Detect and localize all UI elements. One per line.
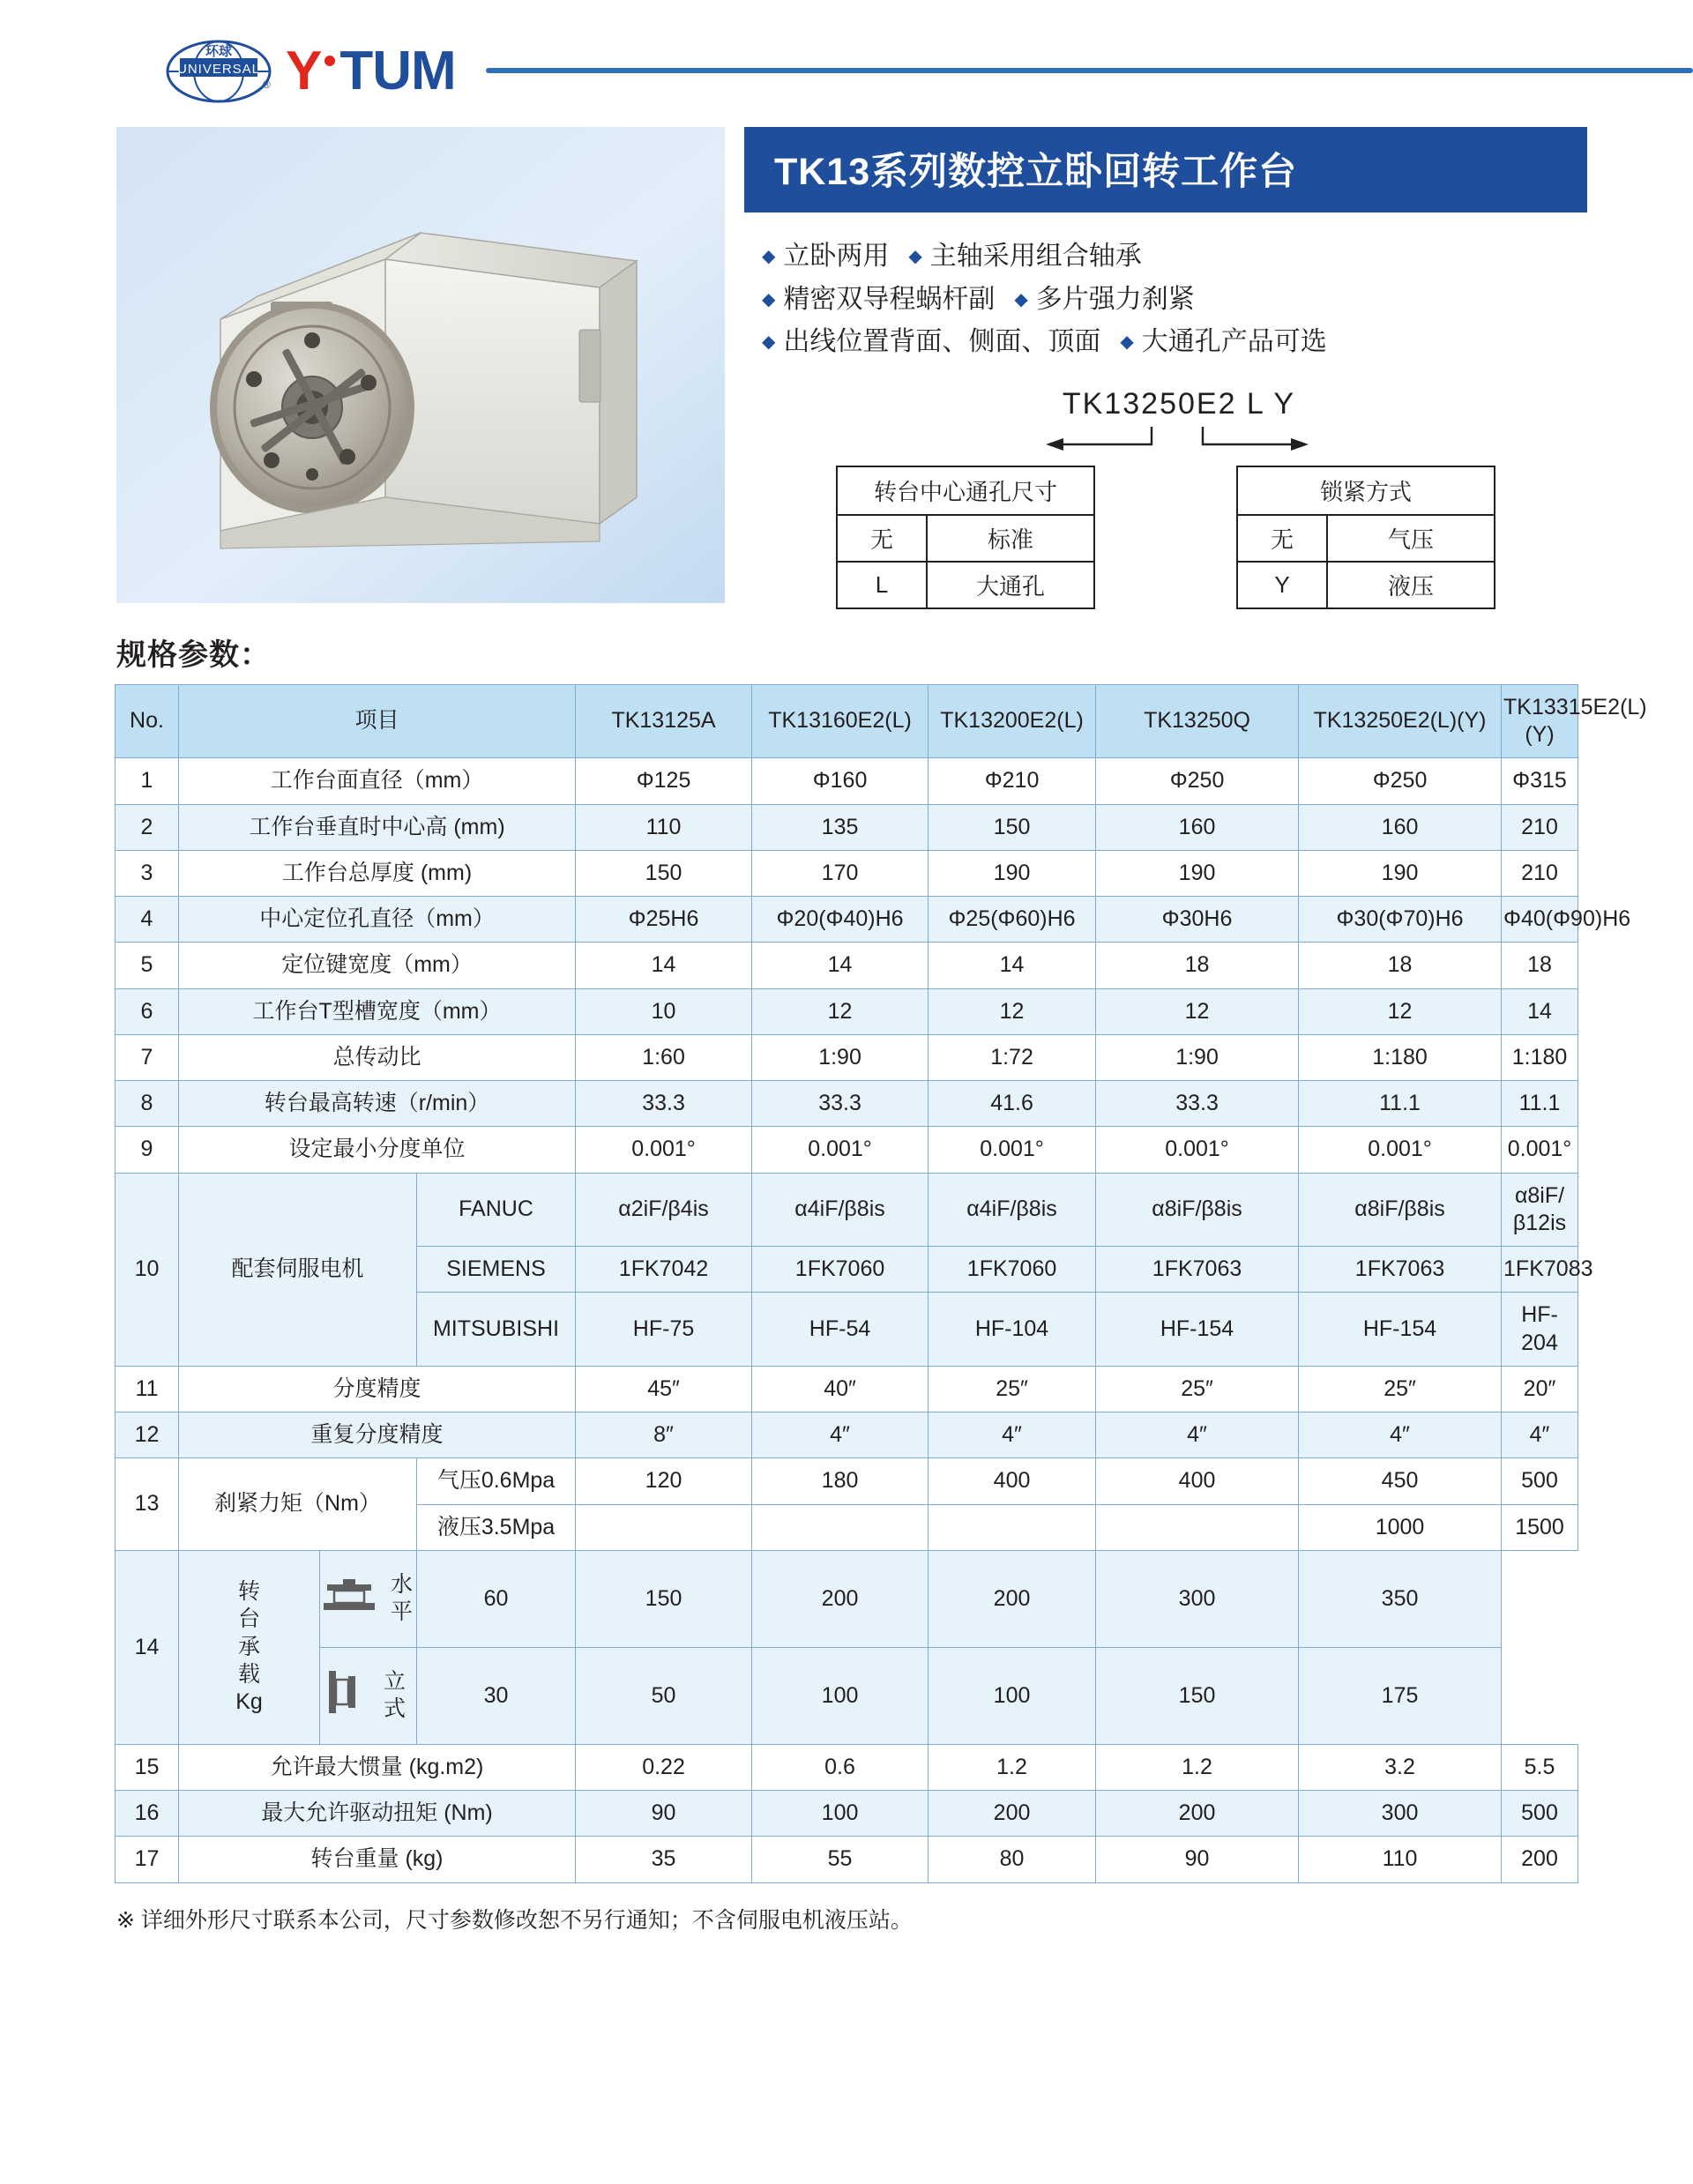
diamond-bullet-icon: ◆ [908, 247, 922, 266]
wordmark-dot [324, 56, 335, 66]
svg-text:®: ® [263, 78, 271, 91]
cell: 0.001° [1502, 1127, 1578, 1173]
row-item: 允许最大惯量 (kg.m2) [179, 1744, 576, 1790]
cell: 12 [752, 988, 929, 1034]
diamond-bullet-icon: ◆ [1120, 332, 1134, 353]
cell: Φ20(Φ40)H6 [752, 897, 929, 943]
cell: 80 [929, 1837, 1096, 1882]
row-no: 4 [116, 897, 179, 943]
cell: 18 [1096, 943, 1299, 988]
feature-text: 精密双导程蜗杆副 [783, 284, 996, 314]
row-item: 设定最小分度单位 [179, 1127, 576, 1173]
row-no: 6 [116, 988, 179, 1034]
cell: 0.001° [1096, 1127, 1299, 1173]
row-no: 15 [116, 1744, 179, 1790]
cell: 190 [929, 850, 1096, 896]
row-no: 16 [116, 1791, 179, 1837]
load-label: 水平 [390, 1572, 413, 1625]
feature-list [744, 235, 1587, 364]
cell: 11.1 [1502, 1081, 1578, 1127]
table-row [116, 1413, 1578, 1458]
cell: Φ160 [752, 758, 929, 804]
motor-brand-label: SIEMENS [417, 1247, 576, 1293]
cell: 135 [752, 804, 929, 850]
row-no: 1 [116, 758, 179, 804]
cell: 14 [1502, 988, 1578, 1034]
diamond-bullet-icon: ◆ [762, 247, 776, 266]
feature-row [762, 321, 1587, 364]
option-tables [744, 466, 1587, 609]
cell: 30 [417, 1647, 576, 1744]
col-model-2: TK13160E2(L) [752, 684, 929, 758]
cell: 8″ [576, 1413, 752, 1458]
cell: 0.001° [576, 1127, 752, 1173]
cell: 160 [1096, 804, 1299, 850]
cell: 1FK7042 [576, 1247, 752, 1293]
row-item: 定位键宽度（mm） [179, 943, 576, 988]
cell: Φ25H6 [576, 897, 752, 943]
lock-option-table [1236, 466, 1495, 609]
cell: Φ250 [1299, 758, 1502, 804]
cell: α8iF/β8is [1096, 1173, 1299, 1247]
cell: 35 [576, 1837, 752, 1882]
cell: 100 [752, 1791, 929, 1837]
cell: 0.001° [752, 1127, 929, 1173]
table-row [116, 897, 1578, 943]
cell: Φ250 [1096, 758, 1299, 804]
bore-option-header: 转台中心通孔尺寸 [837, 466, 1094, 515]
row-item: 分度精度 [179, 1366, 576, 1412]
cell: 160 [1299, 804, 1502, 850]
cell: 1FK7060 [752, 1247, 929, 1293]
horizontal-table-icon [322, 1576, 377, 1621]
cell: 1:60 [576, 1034, 752, 1080]
cell: 1FK7083 [1502, 1247, 1578, 1293]
cell: 200 [1096, 1791, 1299, 1837]
cell: 55 [752, 1837, 929, 1882]
cell: 5.5 [1502, 1744, 1578, 1790]
cell: α4iF/β8is [752, 1173, 929, 1247]
cell: α8iF/β12is [1502, 1173, 1578, 1247]
row-item: 重复分度精度 [179, 1413, 576, 1458]
row-item: 工作台垂直时中心高 (mm) [179, 804, 576, 850]
cell: Φ30H6 [1096, 897, 1299, 943]
svg-text:环球: 环球 [205, 44, 233, 59]
cell: 0.001° [929, 1127, 1096, 1173]
cell: 4″ [1299, 1413, 1502, 1458]
bore-code: 无 [837, 515, 927, 562]
cell: 175 [1299, 1647, 1502, 1744]
cell: 350 [1299, 1550, 1502, 1647]
product-title: TK13系列数控立卧回转工作台 [744, 127, 1587, 212]
row-item: 工作台面直径（mm） [179, 758, 576, 804]
lock-desc: 气压 [1327, 515, 1495, 562]
row-no: 12 [116, 1413, 179, 1458]
diamond-bullet-icon: ◆ [1014, 289, 1028, 309]
load-row-vertical [320, 1647, 417, 1744]
cell: 150 [576, 1550, 752, 1647]
row-item: 工作台T型槽宽度（mm） [179, 988, 576, 1034]
feature-text: 大通孔产品可选 [1141, 327, 1327, 357]
load-label: 立式 [383, 1669, 406, 1722]
feature-item [1014, 279, 1194, 322]
model-code-text: TK13250E2 L Y [1062, 386, 1296, 421]
row-item: 转台重量 (kg) [179, 1837, 576, 1882]
cell [752, 1504, 929, 1550]
cell: 10 [576, 988, 752, 1034]
cell: 25″ [1096, 1366, 1299, 1412]
cell: 1.2 [929, 1744, 1096, 1790]
feature-item [908, 235, 1141, 279]
feature-text: 立卧两用 [783, 242, 890, 271]
table-row [116, 943, 1578, 988]
cell: 14 [576, 943, 752, 988]
cell: 100 [752, 1647, 929, 1744]
cell: 1:90 [1096, 1034, 1299, 1080]
cell: 1:72 [929, 1034, 1096, 1080]
cell: 200 [1502, 1837, 1578, 1882]
cell [929, 1504, 1096, 1550]
cell: 0.001° [1299, 1127, 1502, 1173]
bore-option-table [836, 466, 1095, 609]
table-row [116, 1744, 1578, 1790]
cell: 33.3 [1096, 1081, 1299, 1127]
table-row-load [116, 1647, 1578, 1744]
spec-table [115, 684, 1647, 1883]
cell: 90 [576, 1791, 752, 1837]
feature-item [762, 279, 995, 322]
feature-row [762, 279, 1587, 322]
brake-sub-label: 气压0.6Mpa [417, 1458, 576, 1504]
cell: 110 [1299, 1837, 1502, 1882]
brand-logo [164, 37, 456, 104]
table-row [116, 1127, 1578, 1173]
cell: 33.3 [752, 1081, 929, 1127]
cell: HF-204 [1502, 1293, 1578, 1367]
table-row [116, 1791, 1578, 1837]
motor-group-label: 配套伺服电机 [179, 1173, 417, 1366]
cell: 200 [752, 1550, 929, 1647]
table-row [116, 1837, 1578, 1882]
table-row [116, 988, 1578, 1034]
cell: 20″ [1502, 1366, 1578, 1412]
cell: 190 [1299, 850, 1502, 896]
cell: 210 [1502, 804, 1578, 850]
row-no: 9 [116, 1127, 179, 1173]
cell: 300 [1096, 1550, 1299, 1647]
col-model-6: TK13315E2(L)(Y) [1502, 684, 1578, 758]
cell: 0.6 [752, 1744, 929, 1790]
brake-group-label: 刹紧力矩（Nm） [179, 1458, 417, 1551]
model-code-diagram [744, 387, 1587, 607]
product-info [744, 127, 1587, 607]
table-row [116, 1081, 1578, 1127]
product-photo [116, 127, 725, 603]
page-header [0, 0, 1693, 101]
cell: Φ315 [1502, 758, 1578, 804]
cell: HF-54 [752, 1293, 929, 1367]
row-no: 8 [116, 1081, 179, 1127]
row-no: 2 [116, 804, 179, 850]
diamond-bullet-icon: ◆ [762, 289, 776, 309]
cell: 200 [929, 1550, 1096, 1647]
motor-brand-label: MITSUBISHI [417, 1293, 576, 1367]
row-no: 14 [116, 1550, 179, 1744]
cell: 1FK7063 [1299, 1247, 1502, 1293]
wordmark-y: Y [286, 40, 322, 101]
header-divider [486, 68, 1693, 73]
col-no: No. [116, 684, 179, 758]
bore-code: L [837, 562, 927, 608]
bore-desc: 大通孔 [927, 562, 1094, 608]
cell: 45″ [576, 1366, 752, 1412]
cell: Φ40(Φ90)H6 [1502, 897, 1578, 943]
vertical-table-icon [322, 1667, 362, 1724]
cell: 1:90 [752, 1034, 929, 1080]
cell: α4iF/β8is [929, 1173, 1096, 1247]
cell: Φ210 [929, 758, 1096, 804]
table-row [116, 1034, 1578, 1080]
load-row-horizontal [320, 1550, 417, 1647]
brake-sub-label: 液压3.5Mpa [417, 1504, 576, 1550]
cell: 180 [752, 1458, 929, 1504]
cell: 1:180 [1299, 1034, 1502, 1080]
table-row [116, 850, 1578, 896]
cell: 4″ [1096, 1413, 1299, 1458]
feature-text: 主轴采用组合轴承 [929, 242, 1142, 271]
cell: 1:180 [1502, 1034, 1578, 1080]
row-no: 7 [116, 1034, 179, 1080]
cell: 200 [929, 1791, 1096, 1837]
cell: 170 [752, 850, 929, 896]
cell: 50 [576, 1647, 752, 1744]
row-no: 5 [116, 943, 179, 988]
cell: 12 [1299, 988, 1502, 1034]
table-header-row [116, 684, 1578, 758]
feature-item [762, 321, 1100, 364]
lock-option-header: 锁紧方式 [1237, 466, 1495, 515]
spec-footnote: ※ 详细外形尺寸联系本公司，尺寸参数修改恕不另行通知；不含伺服电机液压站。 [116, 1907, 913, 1933]
cell: 60 [417, 1550, 576, 1647]
cell: 300 [1299, 1791, 1502, 1837]
cell: 18 [1502, 943, 1578, 988]
load-group-label: 转 台 承 载 Kg [179, 1550, 320, 1744]
col-model-3: TK13200E2(L) [929, 684, 1096, 758]
model-code-arrows [744, 421, 1587, 464]
feature-row [762, 235, 1587, 279]
cell: 12 [929, 988, 1096, 1034]
cell: 90 [1096, 1837, 1299, 1882]
cell: 18 [1299, 943, 1502, 988]
cell: 1500 [1502, 1504, 1578, 1550]
cell: 500 [1502, 1791, 1578, 1837]
col-item: 项目 [179, 684, 576, 758]
cell: 120 [576, 1458, 752, 1504]
cell: 150 [929, 804, 1096, 850]
cell: 1FK7063 [1096, 1247, 1299, 1293]
motor-brand-label: FANUC [417, 1173, 576, 1247]
lock-desc: 液压 [1327, 562, 1495, 608]
row-no: 11 [116, 1366, 179, 1412]
cell [576, 1504, 752, 1550]
row-item: 转台最高转速（r/min） [179, 1081, 576, 1127]
table-row [116, 804, 1578, 850]
cell: 25″ [1299, 1366, 1502, 1412]
cell: 25″ [929, 1366, 1096, 1412]
cell: Φ30(Φ70)H6 [1299, 897, 1502, 943]
cell: Φ25(Φ60)H6 [929, 897, 1096, 943]
lock-code: Y [1237, 562, 1327, 608]
cell: 150 [1096, 1647, 1299, 1744]
cell: 3.2 [1299, 1744, 1502, 1790]
col-model-4: TK13250Q [1096, 684, 1299, 758]
cell: 190 [1096, 850, 1299, 896]
wordmark-rest: TUM [339, 40, 456, 101]
cell: 41.6 [929, 1081, 1096, 1127]
cell: HF-104 [929, 1293, 1096, 1367]
row-item: 中心定位孔直径（mm） [179, 897, 576, 943]
cell: HF-154 [1096, 1293, 1299, 1367]
product-intro [0, 127, 1693, 607]
cell: 14 [929, 943, 1096, 988]
cell: 12 [1096, 988, 1299, 1034]
cell: 100 [929, 1647, 1096, 1744]
cell: 150 [576, 850, 752, 896]
cell: 1000 [1299, 1504, 1502, 1550]
cell: 500 [1502, 1458, 1578, 1504]
cell: 400 [929, 1458, 1096, 1504]
row-item: 总传动比 [179, 1034, 576, 1080]
table-row-motor [116, 1173, 1578, 1247]
row-item: 最大允许驱动扭矩 (Nm) [179, 1791, 576, 1837]
cell: 210 [1502, 850, 1578, 896]
cell: 400 [1096, 1458, 1299, 1504]
col-model-5: TK13250E2(L)(Y) [1299, 684, 1502, 758]
feature-item [762, 235, 889, 279]
cell: 1FK7060 [929, 1247, 1096, 1293]
cell: 0.22 [576, 1744, 752, 1790]
row-no: 17 [116, 1837, 179, 1882]
table-row [116, 1366, 1578, 1412]
cell: Φ125 [576, 758, 752, 804]
cell: 14 [752, 943, 929, 988]
diamond-bullet-icon: ◆ [762, 332, 776, 353]
universal-globe-icon [164, 37, 273, 104]
spec-heading: 规格参数： [116, 637, 271, 672]
cell: α2iF/β4is [576, 1173, 752, 1247]
row-no: 10 [116, 1173, 179, 1366]
bore-desc: 标准 [927, 515, 1094, 562]
feature-text: 出线位置背面、侧面、顶面 [783, 327, 1101, 357]
cell: 40″ [752, 1366, 929, 1412]
cell: 110 [576, 804, 752, 850]
cell [1096, 1504, 1299, 1550]
cell: 450 [1299, 1458, 1502, 1504]
feature-text: 多片强力刹紧 [1035, 284, 1195, 314]
cell: 4″ [1502, 1413, 1578, 1458]
cell: HF-75 [576, 1293, 752, 1367]
cell: 11.1 [1299, 1081, 1502, 1127]
row-item: 工作台总厚度 (mm) [179, 850, 576, 896]
table-row [116, 758, 1578, 804]
cell: 4″ [752, 1413, 929, 1458]
cell: HF-154 [1299, 1293, 1502, 1367]
feature-item [1120, 321, 1326, 364]
cell: 33.3 [576, 1081, 752, 1127]
lock-code: 无 [1237, 515, 1327, 562]
col-model-1: TK13125A [576, 684, 752, 758]
row-no: 13 [116, 1458, 179, 1551]
cell: 4″ [929, 1413, 1096, 1458]
table-row-brake [116, 1458, 1578, 1504]
row-no: 3 [116, 850, 179, 896]
cell: 1.2 [1096, 1744, 1299, 1790]
ytum-wordmark [286, 40, 456, 102]
svg-text:UNIVERSAL: UNIVERSAL [176, 62, 261, 77]
table-row-load [116, 1550, 1578, 1647]
cell: α8iF/β8is [1299, 1173, 1502, 1247]
